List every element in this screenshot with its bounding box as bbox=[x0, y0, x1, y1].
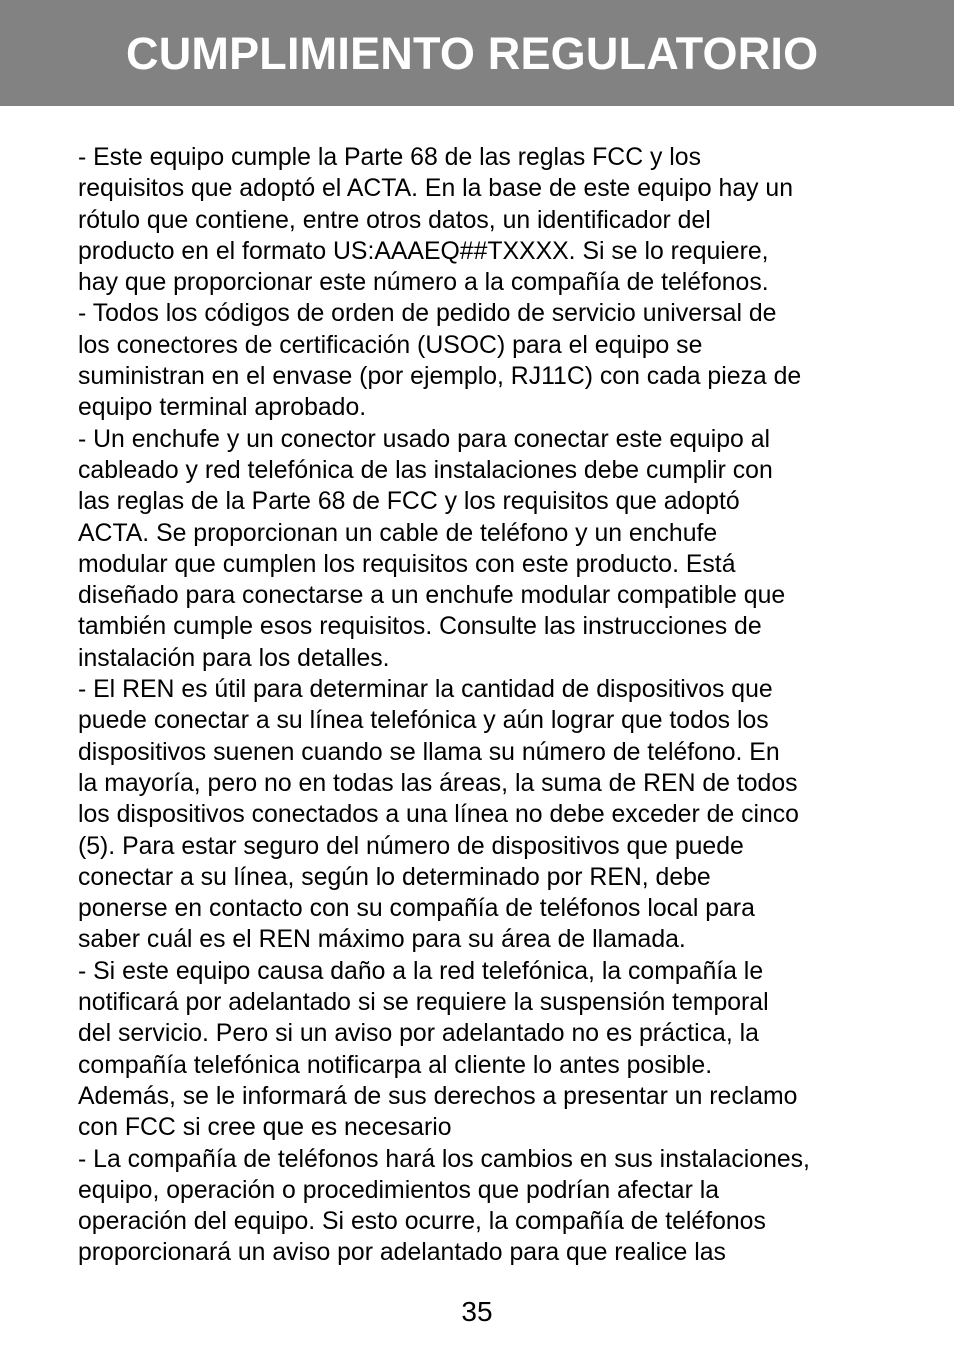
text-line: ponerse en contacto con su compañía de teléfonos local para bbox=[78, 895, 755, 923]
text-line: notificará por adelantado si se requiere la suspensión temporal bbox=[78, 989, 769, 1017]
text-line: - Un enchufe y un conector usado para conectar este equipo al bbox=[78, 425, 771, 453]
body-paragraph bbox=[78, 1144, 898, 1269]
text-line: instalación para los detalles. bbox=[78, 644, 390, 672]
text-line: dispositivos suenen cuando se llama su número de teléfono. En bbox=[78, 738, 780, 766]
text-line: también cumple esos requisitos. Consulte las instrucciones de bbox=[78, 613, 762, 641]
text-line: rótulo que contiene, entre otros datos, un identificador del bbox=[78, 206, 711, 234]
text-line: diseñado para conectarse a un enchufe modular compatible que bbox=[78, 582, 786, 610]
text-line: los dispositivos conectados a una línea no debe exceder de cinco bbox=[78, 801, 799, 829]
text-line: equipo terminal aprobado. bbox=[78, 394, 367, 422]
text-line: - La compañía de teléfonos hará los cambios en sus instalaciones, bbox=[78, 1145, 810, 1173]
body-paragraph bbox=[78, 674, 898, 956]
header-bar bbox=[0, 0, 954, 106]
text-line: con FCC si cree que es necesario bbox=[78, 1114, 452, 1142]
text-line: proporcionará un aviso por adelantado para que realice las bbox=[78, 1239, 726, 1267]
text-line: equipo, operación o procedimientos que podrían afectar la bbox=[78, 1176, 720, 1204]
body-paragraph bbox=[78, 142, 898, 298]
text-line: operación del equipo. Si esto ocurre, la compañía de teléfonos bbox=[78, 1208, 766, 1236]
text-line: compañía telefónica notificarpa al cliente lo antes posible. bbox=[78, 1051, 713, 1079]
text-line: del servicio. Pero si un aviso por adelantado no es práctica, la bbox=[78, 1020, 759, 1048]
text-line: saber cuál es el REN máximo para su área de llamada. bbox=[78, 926, 686, 954]
text-line: (5). Para estar seguro del número de dispositivos que puede bbox=[78, 832, 744, 860]
body-paragraph bbox=[78, 298, 898, 423]
text-line: cableado y red telefónica de las instalaciones debe cumplir con bbox=[78, 456, 773, 484]
text-line: la mayoría, pero no en todas las áreas, la suma de REN de todos bbox=[78, 769, 798, 797]
text-line: las reglas de la Parte 68 de FCC y los requisitos que adoptó bbox=[78, 488, 740, 516]
document-body bbox=[78, 142, 898, 1269]
text-line: modular que cumplen los requisitos con este producto. Está bbox=[78, 550, 736, 578]
text-line: suministran en el envase (por ejemplo, RJ11C) con cada pieza de bbox=[78, 363, 802, 391]
text-line: requisitos que adoptó el ACTA. En la base de este equipo hay un bbox=[78, 175, 794, 203]
text-line: hay que proporcionar este número a la compañía de teléfonos. bbox=[78, 269, 769, 297]
text-line: - El REN es útil para determinar la cantidad de dispositivos que bbox=[78, 676, 773, 704]
text-line: - Si este equipo causa daño a la red telefónica, la compañía le bbox=[78, 957, 764, 985]
text-line: puede conectar a su línea telefónica y aún lograr que todos los bbox=[78, 707, 769, 735]
page-title: CUMPLIMIENTO REGULATORIO bbox=[126, 28, 819, 79]
body-paragraph bbox=[78, 956, 898, 1144]
text-line: - Todos los códigos de orden de pedido de servicio universal de bbox=[78, 300, 777, 328]
text-line: producto en el formato US:AAAEQ##TXXXX. Si se lo requiere, bbox=[78, 237, 769, 265]
text-line: Además, se le informará de sus derechos a presentar un reclamo bbox=[78, 1082, 798, 1110]
text-line: los conectores de certificación (USOC) para el equipo se bbox=[78, 331, 703, 359]
text-line: conectar a su línea, según lo determinado por REN, debe bbox=[78, 863, 711, 891]
page-number: 35 bbox=[461, 1296, 493, 1327]
text-line: - Este equipo cumple la Parte 68 de las reglas FCC y los bbox=[78, 144, 701, 171]
body-paragraph bbox=[78, 424, 898, 674]
text-line: ACTA. Se proporcionan un cable de teléfono y un enchufe bbox=[78, 519, 718, 547]
